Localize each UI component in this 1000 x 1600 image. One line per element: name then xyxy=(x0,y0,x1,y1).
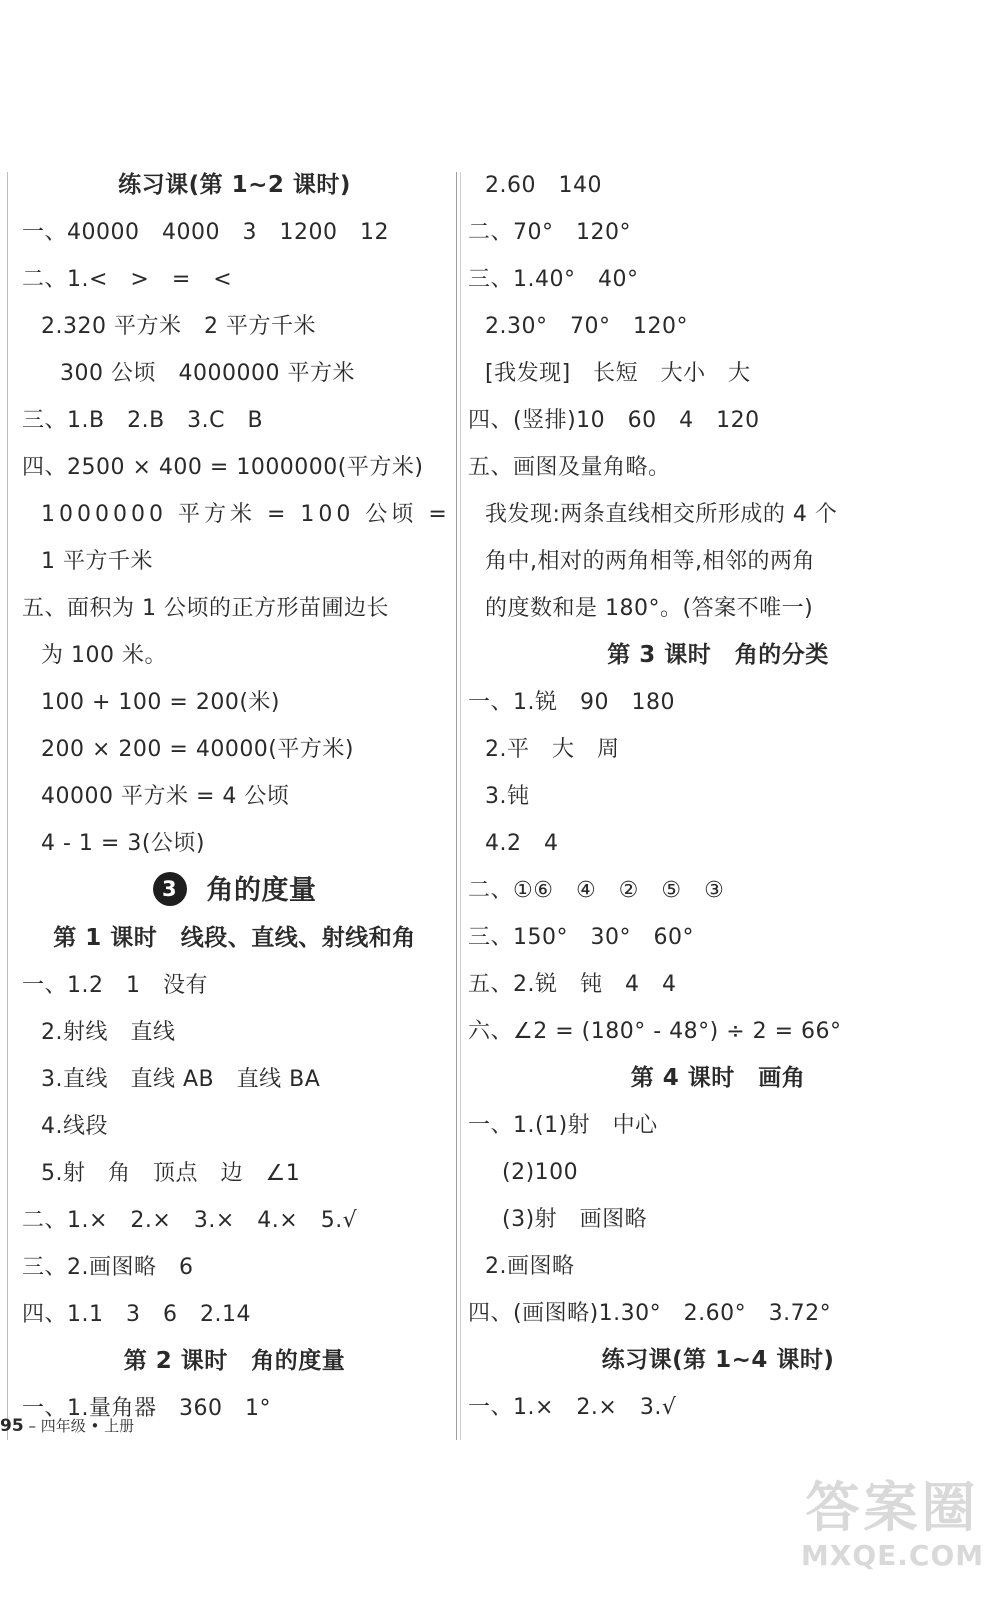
answer-line: 4 - 1 = 3(公顷) xyxy=(41,831,206,856)
watermark xyxy=(800,1478,985,1588)
answer-line: 一、1.× 2.× 3.√ xyxy=(468,1395,677,1420)
answer-line: 2.30° 70° 120° xyxy=(485,314,688,339)
left-border-rule xyxy=(7,172,8,1440)
answer-line: 1000000 平方米 = 100 公顷 = xyxy=(41,502,451,527)
answer-line: [我发现] 长短 大小 大 xyxy=(485,361,751,386)
answer-line: 40000 平方米 = 4 公顷 xyxy=(41,784,290,809)
section-heading: 练习课(第 1~2 课时) xyxy=(118,172,351,198)
answer-line: 四、(画图略)1.30° 2.60° 3.72° xyxy=(468,1301,832,1326)
answer-line: 一、1.量角器 360 1° xyxy=(22,1396,271,1421)
column-divider xyxy=(456,172,457,1440)
answer-line: 五、面积为 1 公顷的正方形苗圃边长 xyxy=(22,596,389,621)
answer-line: 3.直线 直线 AB 直线 BA xyxy=(41,1067,321,1092)
answer-line: 一、40000 4000 3 1200 12 xyxy=(22,220,389,245)
answer-line: (2)100 xyxy=(502,1160,579,1185)
answer-line: 六、∠2 = (180° - 48°) ÷ 2 = 66° xyxy=(468,1019,842,1044)
answer-line: 4.线段 xyxy=(41,1114,108,1139)
watermark-url: MXQE.COM xyxy=(800,1539,985,1572)
answer-line: 三、150° 30° 60° xyxy=(468,925,694,950)
answer-line: 一、1.(1)射 中心 xyxy=(468,1113,658,1138)
answer-line: 4.2 4 xyxy=(485,831,559,856)
answer-line: 五、画图及量角略。 xyxy=(468,455,671,480)
answer-line: 2.320 平方米 2 平方千米 xyxy=(41,314,316,339)
section-heading: 练习课(第 1~4 课时) xyxy=(601,1347,835,1373)
answer-line: 一、1.锐 90 180 xyxy=(468,690,675,715)
answer-line: 200 × 200 = 40000(平方米) xyxy=(41,737,354,762)
chapter-title xyxy=(22,867,447,915)
answer-line: 的度数和是 180°。(答案不唯一) xyxy=(485,596,814,621)
answer-line: 三、1.40° 40° xyxy=(468,267,639,292)
answer-line: 2.射线 直线 xyxy=(41,1020,176,1045)
watermark-title: 答案圈 xyxy=(805,1476,980,1539)
footer-separator: – xyxy=(28,1417,36,1435)
answer-line: 角中,相对的两角相等,相邻的两角 xyxy=(485,549,815,574)
answer-line: 100 + 100 = 200(米) xyxy=(41,690,280,715)
answer-line: 一、1.2 1 没有 xyxy=(22,973,208,998)
answer-line: 3.钝 xyxy=(485,784,530,809)
answer-line: 300 公顷 4000000 平方米 xyxy=(60,361,355,386)
chapter-title-text: 角的度量 xyxy=(206,875,317,906)
answer-line: 二、70° 120° xyxy=(468,220,631,245)
answer-line: 二、1.< > = < xyxy=(22,267,233,292)
answer-line: 2.画图略 xyxy=(485,1254,575,1279)
answer-line: 三、1.B 2.B 3.C B xyxy=(22,408,264,433)
column-divider-secondary xyxy=(460,172,461,1440)
answer-line: 二、1.× 2.× 3.× 4.× 5.√ xyxy=(22,1208,358,1233)
page-number: 95 xyxy=(0,1416,24,1436)
answer-line: 二、①⑥ ④ ② ⑤ ③ xyxy=(468,878,725,903)
answer-line: 四、1.1 3 6 2.14 xyxy=(22,1302,251,1327)
section-heading: 第 4 课时 画角 xyxy=(630,1065,806,1091)
section-heading: 第 2 课时 角的度量 xyxy=(123,1348,346,1374)
answer-line: 四、(竖排)10 60 4 120 xyxy=(468,408,760,433)
answer-line: 1 平方千米 xyxy=(41,549,153,574)
right-column xyxy=(468,162,968,1431)
answer-line: 为 100 米。 xyxy=(41,643,167,668)
answer-line: 五、2.锐 钝 4 4 xyxy=(468,972,677,997)
answer-line: 四、2500 × 400 = 1000000(平方米) xyxy=(22,455,424,480)
footer-grade: 四年级 • 上册 xyxy=(40,1417,135,1435)
section-heading: 第 1 课时 线段、直线、射线和角 xyxy=(53,925,416,951)
page-footer xyxy=(0,1416,134,1436)
answer-line: 5.射 角 顶点 边 ∠1 xyxy=(41,1161,301,1186)
answer-line: 我发现:两条直线相交所形成的 4 个 xyxy=(485,502,838,527)
answer-line: 2.平 大 周 xyxy=(485,737,620,762)
answer-line: (3)射 画图略 xyxy=(502,1207,648,1232)
chapter-number-badge: 3 xyxy=(153,872,187,906)
answer-line: 2.60 140 xyxy=(485,173,602,198)
section-heading: 第 3 课时 角的分类 xyxy=(607,642,829,668)
left-column xyxy=(22,162,451,1432)
answer-line: 三、2.画图略 6 xyxy=(22,1255,194,1280)
